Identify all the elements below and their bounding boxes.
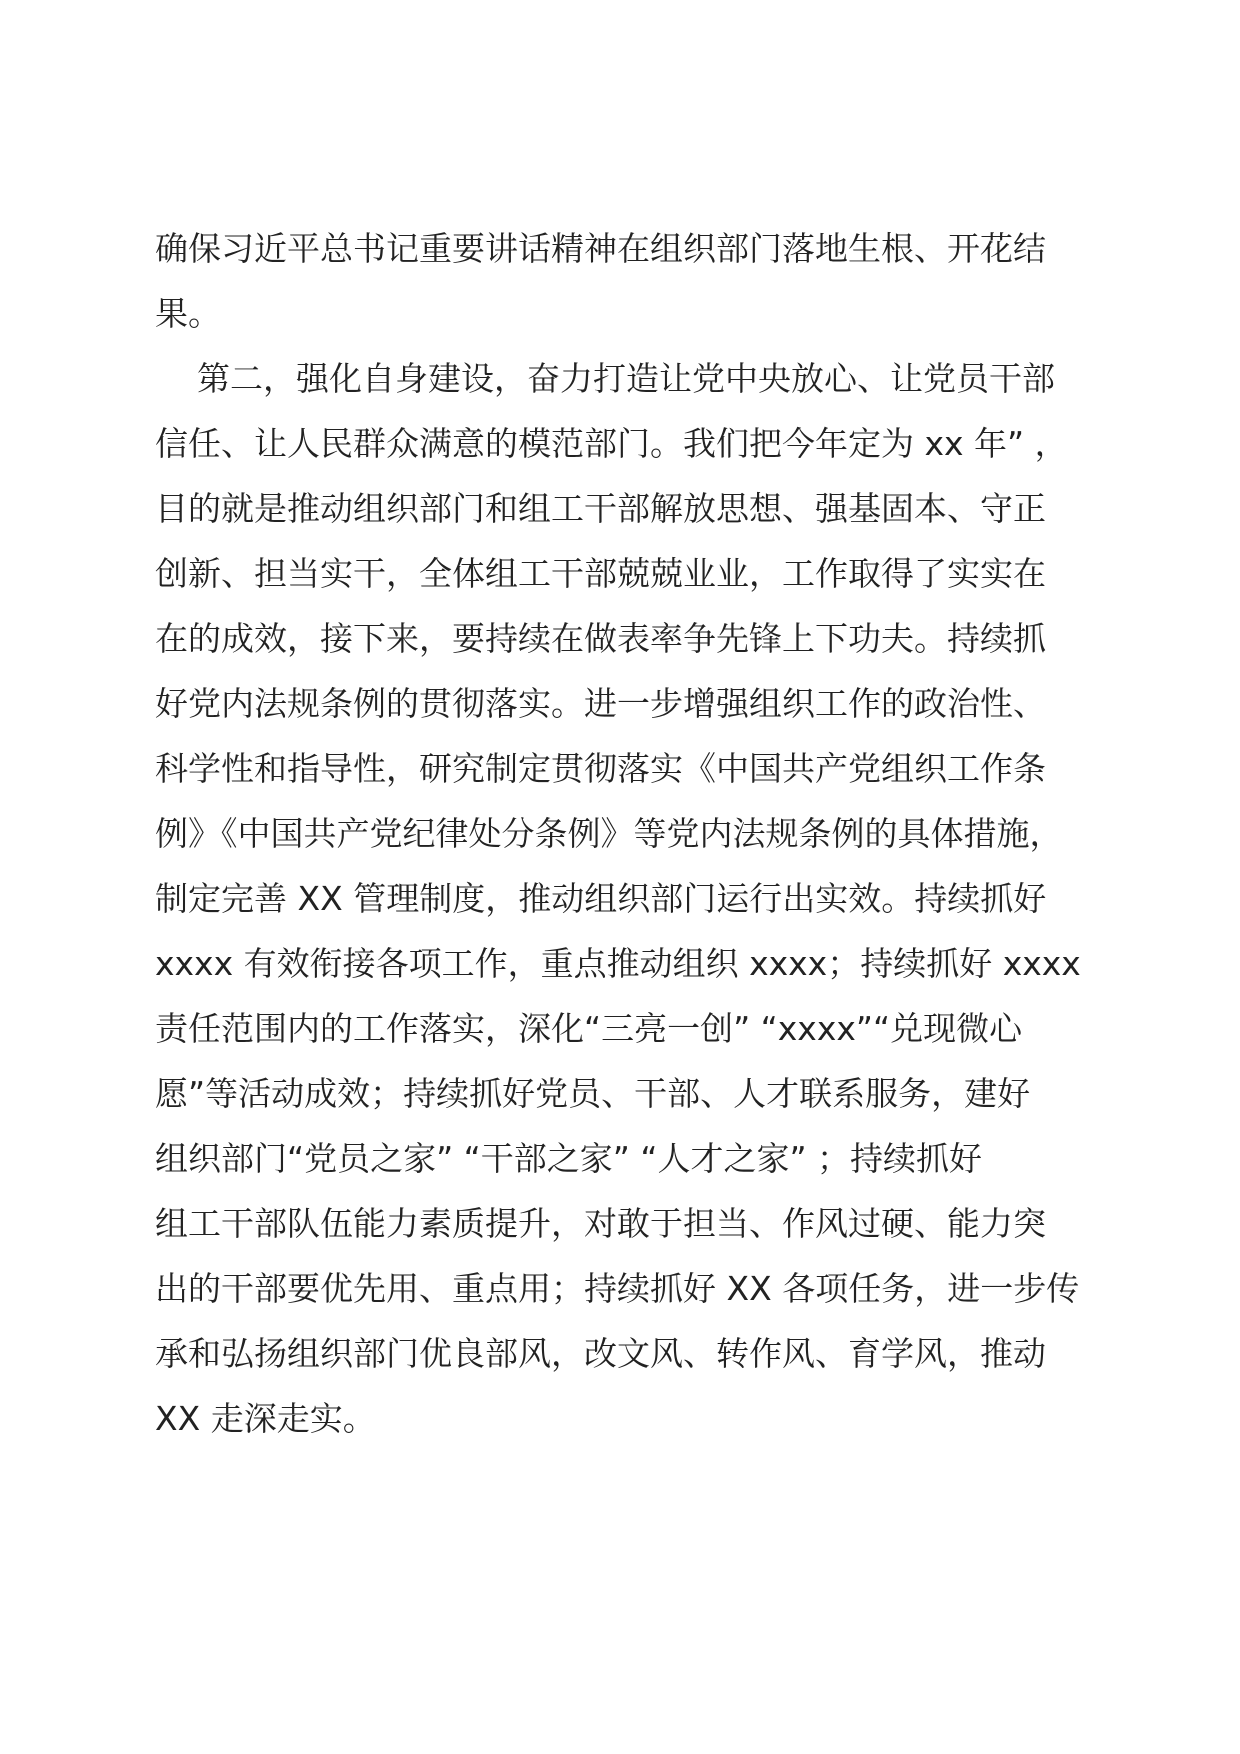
text-line: 在的成效，接下来，要持续在做表率争先锋上下功夫。持续抓	[155, 619, 1046, 658]
text-line: 例》《中国共产党纪律处分条例》等党内法规条例的具体措施，	[155, 814, 1063, 853]
text-line: 目的就是推动组织部门和组工干部解放思想、强基固本、守正	[155, 489, 1046, 528]
text-line: 愿”等活动成效；持续抓好党员、干部、人才联系服务，建好	[155, 1074, 1031, 1113]
text-line: XX 走深走实。	[155, 1399, 376, 1438]
text-line: 责任范围内的工作落实，深化“三亮一创” “xxxx”“兑现微心	[155, 1009, 1023, 1048]
paragraph-continuation	[155, 216, 1095, 346]
text-line: 创新、担当实干，全体组工干部兢兢业业，工作取得了实实在	[155, 554, 1046, 593]
text-line: 第二，强化自身建设，奋力打造让党中央放心、让党员干部	[155, 359, 1055, 398]
text-line: 果。	[155, 294, 221, 333]
text-line: 组织部门“党员之家” “干部之家” “人才之家” ；持续抓好	[155, 1139, 983, 1178]
text-line: 出的干部要优先用、重点用；持续抓好 XX 各项任务，进一步传	[155, 1269, 1080, 1308]
paragraph-second-point	[155, 346, 1095, 1451]
text-line: 组工干部队伍能力素质提升，对敢于担当、作风过硬、能力突	[155, 1204, 1046, 1243]
text-line: 科学性和指导性，研究制定贯彻落实《中国共产党组织工作条	[155, 749, 1046, 788]
text-line: 信任、让人民群众满意的模范部门。我们把今年定为 xx 年” ，	[155, 424, 1068, 463]
text-line: 承和弘扬组织部门优良部风，改文风、转作风、育学风，推动	[155, 1334, 1046, 1373]
text-line: 好党内法规条例的贯彻落实。进一步增强组织工作的政治性、	[155, 684, 1046, 723]
text-line: 确保习近平总书记重要讲话精神在组织部门落地生根、开花结	[155, 229, 1046, 268]
text-line: 制定完善 XX 管理制度，推动组织部门运行出实效。持续抓好	[155, 879, 1047, 918]
text-line: xxxx 有效衔接各项工作，重点推动组织 xxxx；持续抓好 xxxx	[155, 944, 1081, 983]
